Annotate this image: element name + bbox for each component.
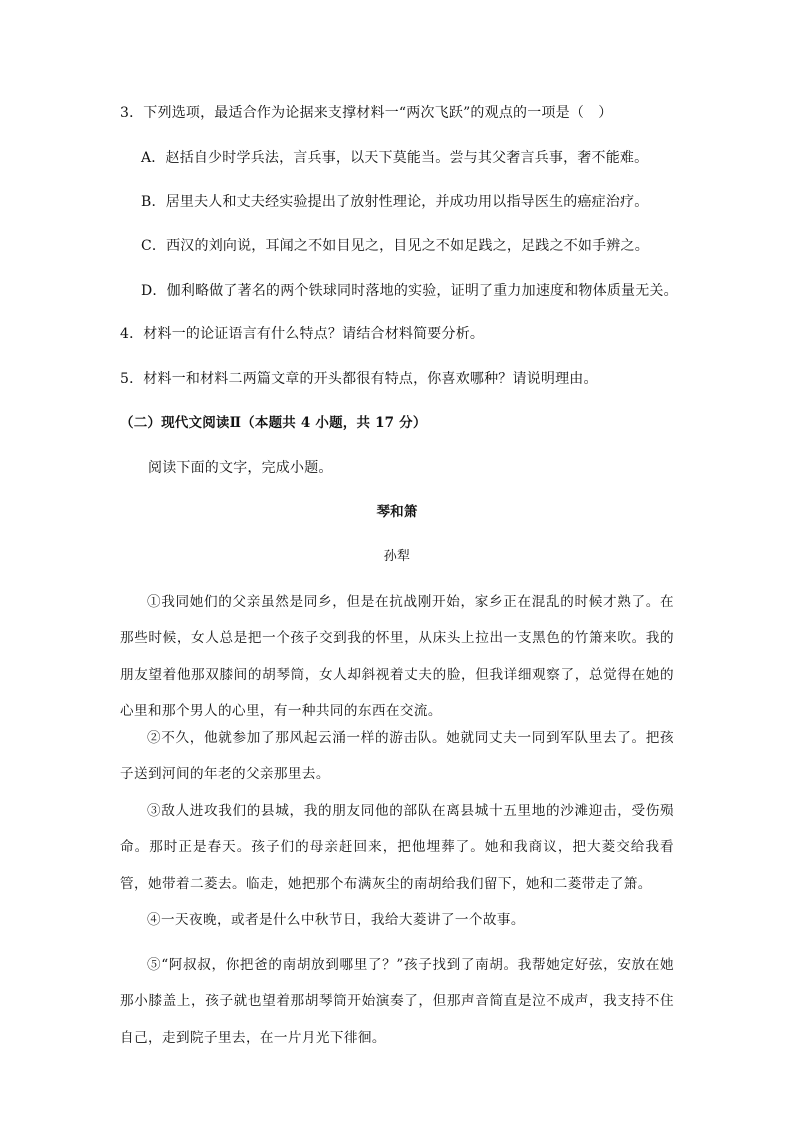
article-paragraph-2: ②不久，他就参加了那风起云涌一样的游击队。她就同丈夫一同到军队里去了。把孩子送到河间的年老的父亲那里去。 bbox=[120, 730, 674, 783]
question-3: 3．下列选项，最适合作为论据来支撑材料一“两次飞跃”的观点的一项是（ ） bbox=[120, 105, 613, 121]
article-paragraph-1: ①我同她们的父亲虽然是同乡，但是在抗战刚开始，家乡正在混乱的时候才熟了。在那些时候，女人总是把一个孩子交到我的怀里，从床头上拉出一支黑色的竹箫来吹。我的朋友望着他那双膝间的胡琴筒，女人却斜视着丈夫的脸，但我详细观察了，总觉得在她的心里和那个男人的心里，有一种共同的东西在交流。 bbox=[120, 594, 674, 719]
option-d: D．伽利略做了著名的两个铁球同时落地的实验，证明了重力加速度和物体质量无关。 bbox=[141, 283, 678, 299]
question-4: 4．材料一的论证语言有什么特点？请结合材料简要分析。 bbox=[120, 326, 485, 342]
article-title: 琴和箫 bbox=[376, 504, 418, 520]
option-a: A．赵括自少时学兵法，言兵事，以天下莫能当。尝与其父奢言兵事，奢不能难。 bbox=[141, 150, 649, 166]
option-b: B．居里夫人和丈夫经实验提出了放射性理论，并成功用以指导医生的癌症治疗。 bbox=[141, 194, 649, 210]
article-paragraph-5: ⑤“阿叔叔，你把爸的南胡放到哪里了？”孩子找到了南胡。我帮她定好弦，安放在她那小膝盖上，孩子就也望着那胡琴筒开始演奏了，但那声音简直是泣不成声，我支持不住自己，走到院子里去，在一片月光下徘徊。 bbox=[120, 957, 674, 1046]
question-5: 5．材料一和材料二两篇文章的开头都很有特点，你喜欢哪种？请说明理由。 bbox=[120, 371, 598, 387]
option-c: C．西汉的刘向说，耳闻之不如目见之，目见之不如足践之，足践之不如手辨之。 bbox=[141, 238, 649, 254]
section-heading: （二）现代文阅读Ⅱ（本题共 4 小题，共 17 分） bbox=[120, 415, 427, 431]
article-author: 孙犁 bbox=[383, 549, 411, 564]
article-paragraph-3: ③敌人进攻我们的县城，我的朋友同他的部队在离县城十五里地的沙滩迎击，受伤殒命。那时正是春天。孩子们的母亲赶回来，把他埋葬了。她和我商议，把大菱交给我看管，她带着二菱去。临走，她把那个布满灰尘的南胡给我们留下，她和二菱带走了箫。 bbox=[120, 803, 674, 892]
article-paragraph-4: ④一天夜晚，或者是什么中秋节日，我给大菱讲了一个故事。 bbox=[147, 912, 525, 928]
reading-instruction: 阅读下面的文字，完成小题。 bbox=[148, 460, 333, 476]
